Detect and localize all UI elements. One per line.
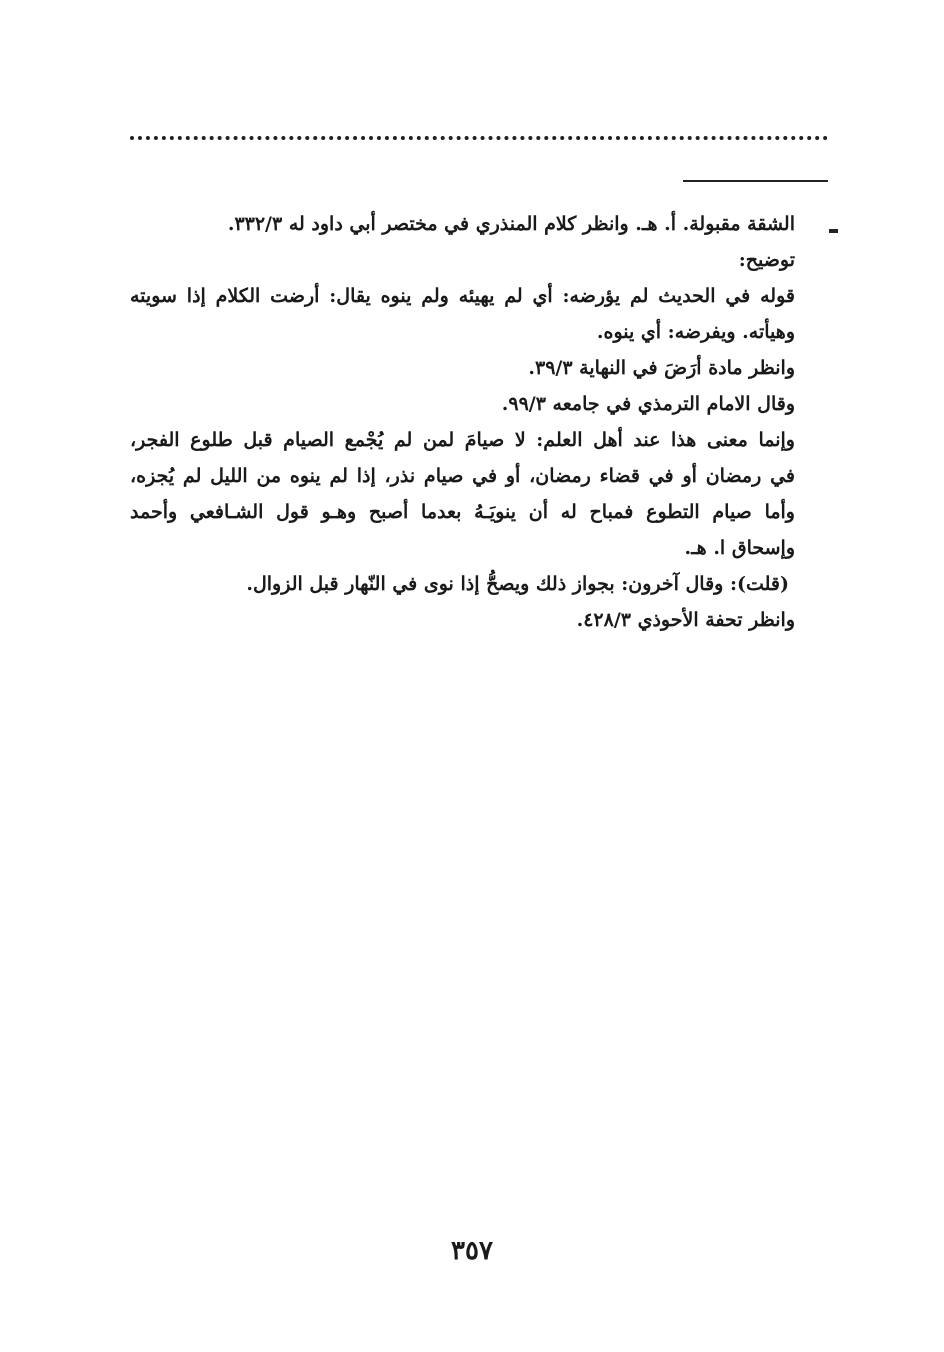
footnote-heading-clarification: توضيح: xyxy=(738,249,795,271)
footnote-line-11: (قلت): وقال آخرون: بجواز ذلك ويصحُّ إذا نوى في النّهار قبل الزوال. xyxy=(246,573,789,595)
dotted-separator xyxy=(130,136,828,140)
footnote-line-1: الشقة مقبولة. أ. هـ. وانظر كلام المنذري في مختصر أبي داود له ٣٣٢/٣. xyxy=(227,213,795,235)
footnote-line-6: وقال الامام الترمذي في جامعه ٩٩/٣. xyxy=(501,393,795,415)
footnote-line-12: وانظر تحفة الأحوذي ٤٢٨/٣. xyxy=(576,609,795,631)
footnote-rule xyxy=(683,180,828,182)
page-number: ٣٥٧ xyxy=(451,1236,493,1266)
margin-dash-mark xyxy=(829,229,838,233)
footnote-line-4: وهيأته. ويفرضه: أي ينوه. xyxy=(596,321,795,343)
footnote-line-3: قوله في الحديث لم يؤرضه: أي لم يهيئه ولم ينوه يقال: أرضت الكلام إذا سويته xyxy=(130,285,795,307)
footnote-text xyxy=(130,206,795,638)
footnote-line-7: وإنما معنى هذا عند أهل العلم: لا صيامَ لمن لم يُجْمع الصيام قبل طلوع الفجر، xyxy=(130,429,795,451)
footnote-line-5: وانظر مادة أرَضَ في النهاية ٣٩/٣. xyxy=(528,357,795,379)
footnote-line-9: وأما صيام التطوع فمباح له أن ينويَـهُ بعدما أصبح وهـو قول الشـافعي وأحمد xyxy=(130,501,795,523)
footnote-line-8: في رمضان أو في قضاء رمضان، أو في صيام نذر، إذا لم ينوه من الليل لم يُجزه، xyxy=(130,465,795,487)
footnote-line-10: وإسحاق ا. هـ. xyxy=(684,537,795,559)
